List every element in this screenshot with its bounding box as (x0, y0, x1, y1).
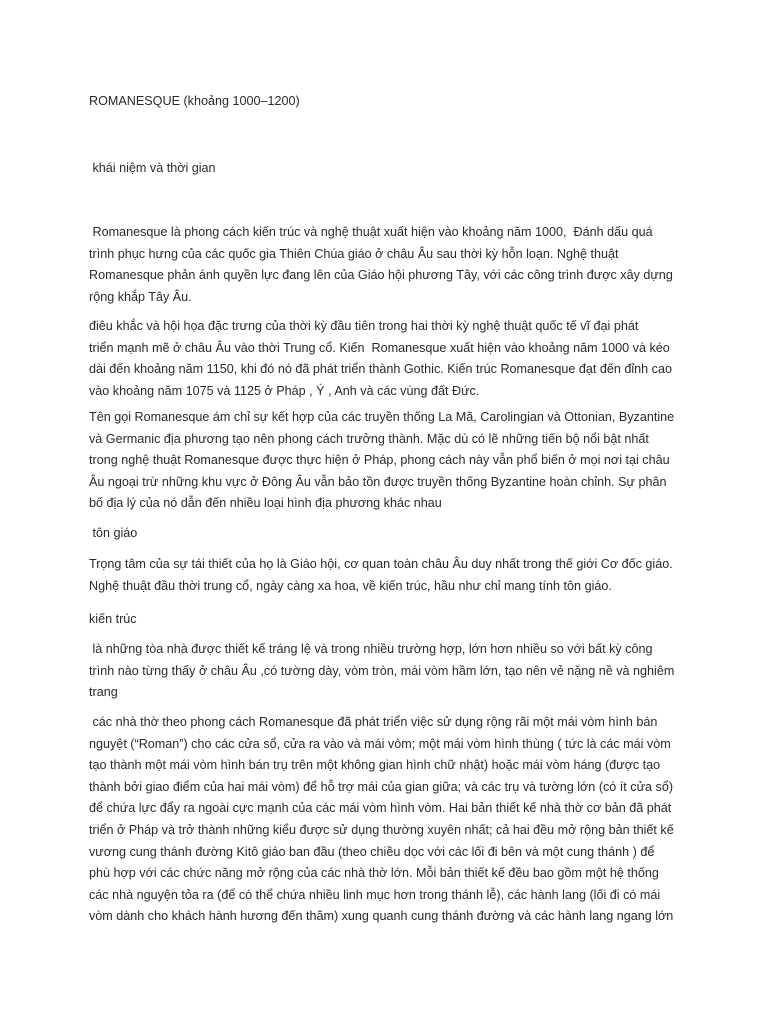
section-heading-architecture: kiến trúc (89, 612, 137, 626)
document-title: ROMANESQUE (khoảng 1000–1200) (89, 94, 300, 108)
paragraph-intro: Romanesque là phong cách kiến trúc và nghệ thuật xuất hiện vào khoảng năm 1000, Đánh dấu quá trình phục hưng của các quốc gia Thiên Chúa giáo ở châu Âu sau thời kỳ hỗn loạn. Nghệ thuật Romanesque phản ánh quyền lực đang lên của Giáo hội phương Tây, với các công trình được xây dựng rộng khắp Tây Âu. (89, 225, 673, 304)
section-heading-religion: tôn giáo (89, 526, 138, 540)
paragraph-sculpture-painting: điêu khắc và hội họa đặc trưng của thời kỳ đầu tiên trong hai thời kỳ nghệ thuật quốc tế vĩ đại phát triển mạnh mẽ ở châu Âu vào thời Trung cổ. Kiến Romanesque xuất hiện vào khoảng năm 1000 và kéo dài đến khoảng năm 1150, khi đó nó đã phát triển thành Gothic. Kiến trúc Romanesque đạt đến đỉnh cao vào khoảng năm 1075 và 1125 ở Pháp , Ý , Anh và các vùng đất Đức. (89, 319, 672, 398)
paragraph-architecture-churches: các nhà thờ theo phong cách Romanesque đã phát triển việc sử dụng rộng rãi một mái vòm hình bán nguyệt (“Roman”) cho các cửa sổ, cửa ra vào và mái vòm; một mái vòm hình thùng ( tức là các mái vòm tạo thành một mái vòm hình bán trụ trên một không gian hình chữ nhật) hoặc mái vòm háng (được tạo thành bởi giao điểm của hai mái vòm) để hỗ trợ mái của gian giữa; và các trụ và tường lớn (có ít cửa sổ) để chứa lực đẩy ra ngoài cực mạnh của các mái vòm hình vòm. Hai bản thiết kế nhà thờ cơ bản đã phát triển ở Pháp và trở thành những kiểu được sử dụng thường xuyên nhất; cả hai đều mở rộng bản thiết kế vương cung thánh đường Kitô giáo ban đầu (theo chiều dọc với các lối đi bên và một cung thánh ) để phù hợp với các chức năng mở rộng của các nhà thờ lớn. Mỗi bản thiết kế đều bao gồm một hệ thống các nhà nguyện tỏa ra (để có thể chứa nhiều linh mục hơn trong thánh lễ), các hành lang (lối đi có mái vòm dành cho khách hành hương đến thăm) xung quanh cung thánh đường và các hành lang ngang lớn (89, 715, 674, 924)
paragraph-architecture-buildings: là những tòa nhà được thiết kế tráng lệ và trong nhiều trường hợp, lớn hơn nhiều so với bất kỳ công trình nào từng thấy ở châu Âu ,có tường dày, vòm tròn, mái vòm hầm lớn, tạo nên vẻ nặng nề và nghiêm trang (89, 642, 675, 700)
section-heading-concept-and-time: khái niệm và thời gian (89, 161, 216, 175)
paragraph-name-origin: Tên gọi Romanesque ám chỉ sự kết hợp của các truyền thống La Mã, Carolingian và Ottonian, Byzantine và Germanic địa phương tạo nên phong cách trưởng thành. Mặc dù có lẽ những tiến bộ nổi bật nhất trong nghệ thuật Romanesque được thực hiện ở Pháp, phong cách này vẫn phổ biến ở mọi nơi tại châu Âu ngoại trừ những khu vực ở Đông Âu vẫn bảo tồn được truyền thống Byzantine hoàn chỉnh. Sự phân bố địa lý của nó dẫn đến nhiều loại hình địa phương khác nhau (89, 410, 675, 511)
paragraph-religion: Trọng tâm của sự tái thiết của họ là Giáo hội, cơ quan toàn châu Âu duy nhất trong thế giới Cơ đốc giáo. Nghệ thuật đầu thời trung cổ, ngày càng xa hoa, về kiến trúc, hầu như chỉ mang tính tôn giáo. (89, 557, 673, 593)
